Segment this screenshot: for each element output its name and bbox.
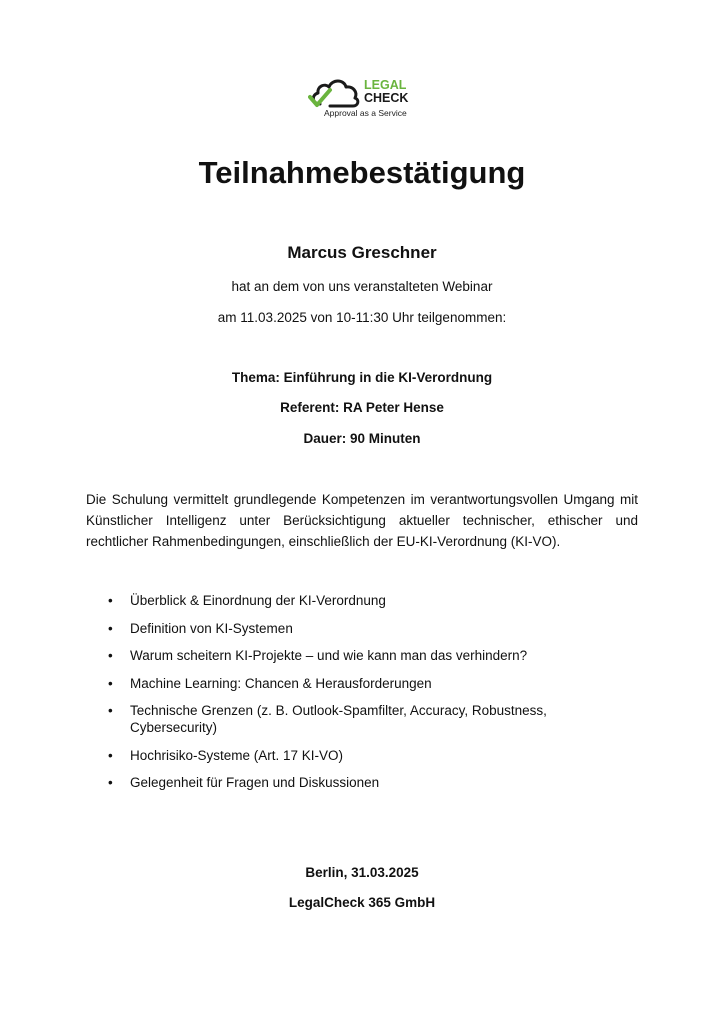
company-logo bbox=[308, 76, 420, 120]
bullet-icon: • bbox=[108, 675, 113, 691]
company-name: LegalCheck 365 GmbH bbox=[288, 895, 436, 910]
webinar-speaker: Referent: RA Peter Hense bbox=[280, 400, 444, 415]
logo-brand-line1: LEGAL bbox=[364, 78, 407, 92]
bullet-icon: • bbox=[108, 648, 113, 663]
place-date: Berlin, 31.03.2025 bbox=[305, 865, 419, 880]
list-item-text: Warum scheitern KI-Projekte – und wie kann man das verhindern? bbox=[130, 648, 528, 663]
logo-brand-line2: CHECK bbox=[364, 90, 409, 105]
bullet-icon: • bbox=[108, 703, 113, 718]
list-item-text: Gelegenheit für Fragen und Diskussionen bbox=[130, 775, 380, 790]
list-item-text: Definition von KI-Systemen bbox=[130, 620, 293, 636]
list-item bbox=[108, 592, 628, 609]
course-description: Die Schulung vermittelt grundlegende Kompetenzen im verantwortungsvollen Umgang mit Künstlicher Intelligenz unter Berücksichtigung aktueller technischer, ethischer und rechtlicher Rahmenbedingungen, einschließlich der EU-KI-Verordnung (KI-VO). bbox=[86, 492, 638, 549]
webinar-duration: Dauer: 90 Minuten bbox=[303, 431, 421, 446]
logo-brand-name bbox=[364, 79, 408, 104]
list-item bbox=[108, 675, 628, 692]
document-title: Teilnahmebestätigung bbox=[198, 155, 526, 190]
bullet-icon: • bbox=[108, 775, 113, 790]
list-item bbox=[108, 774, 628, 791]
list-item bbox=[108, 702, 628, 736]
list-item-text: Machine Learning: Chancen & Herausforderungen bbox=[130, 675, 432, 691]
list-item-text: Technische Grenzen (z. B. Outlook-Spamfilter, Accuracy, Robustness, Cybersecurity) bbox=[130, 703, 547, 735]
bullet-icon: • bbox=[108, 620, 113, 636]
list-item bbox=[108, 620, 628, 637]
list-item bbox=[108, 647, 628, 664]
topic-list bbox=[108, 592, 628, 802]
logo-tagline: Approval as a Service bbox=[324, 108, 407, 118]
bullet-icon: • bbox=[108, 747, 113, 763]
participant-name: Marcus Greschner bbox=[287, 243, 437, 262]
intro-line-1: hat an dem von uns veranstalteten Webinar bbox=[231, 279, 493, 294]
list-item-text: Überblick & Einordnung der KI-Verordnung bbox=[130, 593, 386, 608]
webinar-topic: Thema: Einführung in die KI-Verordnung bbox=[231, 370, 493, 385]
bullet-icon: • bbox=[108, 593, 113, 608]
list-item-text: Hochrisiko-Systeme (Art. 17 KI-VO) bbox=[130, 747, 344, 763]
intro-line-2: am 11.03.2025 von 10-11:30 Uhr teilgenommen: bbox=[217, 310, 507, 325]
cloud-check-icon bbox=[308, 76, 364, 110]
list-item bbox=[108, 747, 628, 764]
